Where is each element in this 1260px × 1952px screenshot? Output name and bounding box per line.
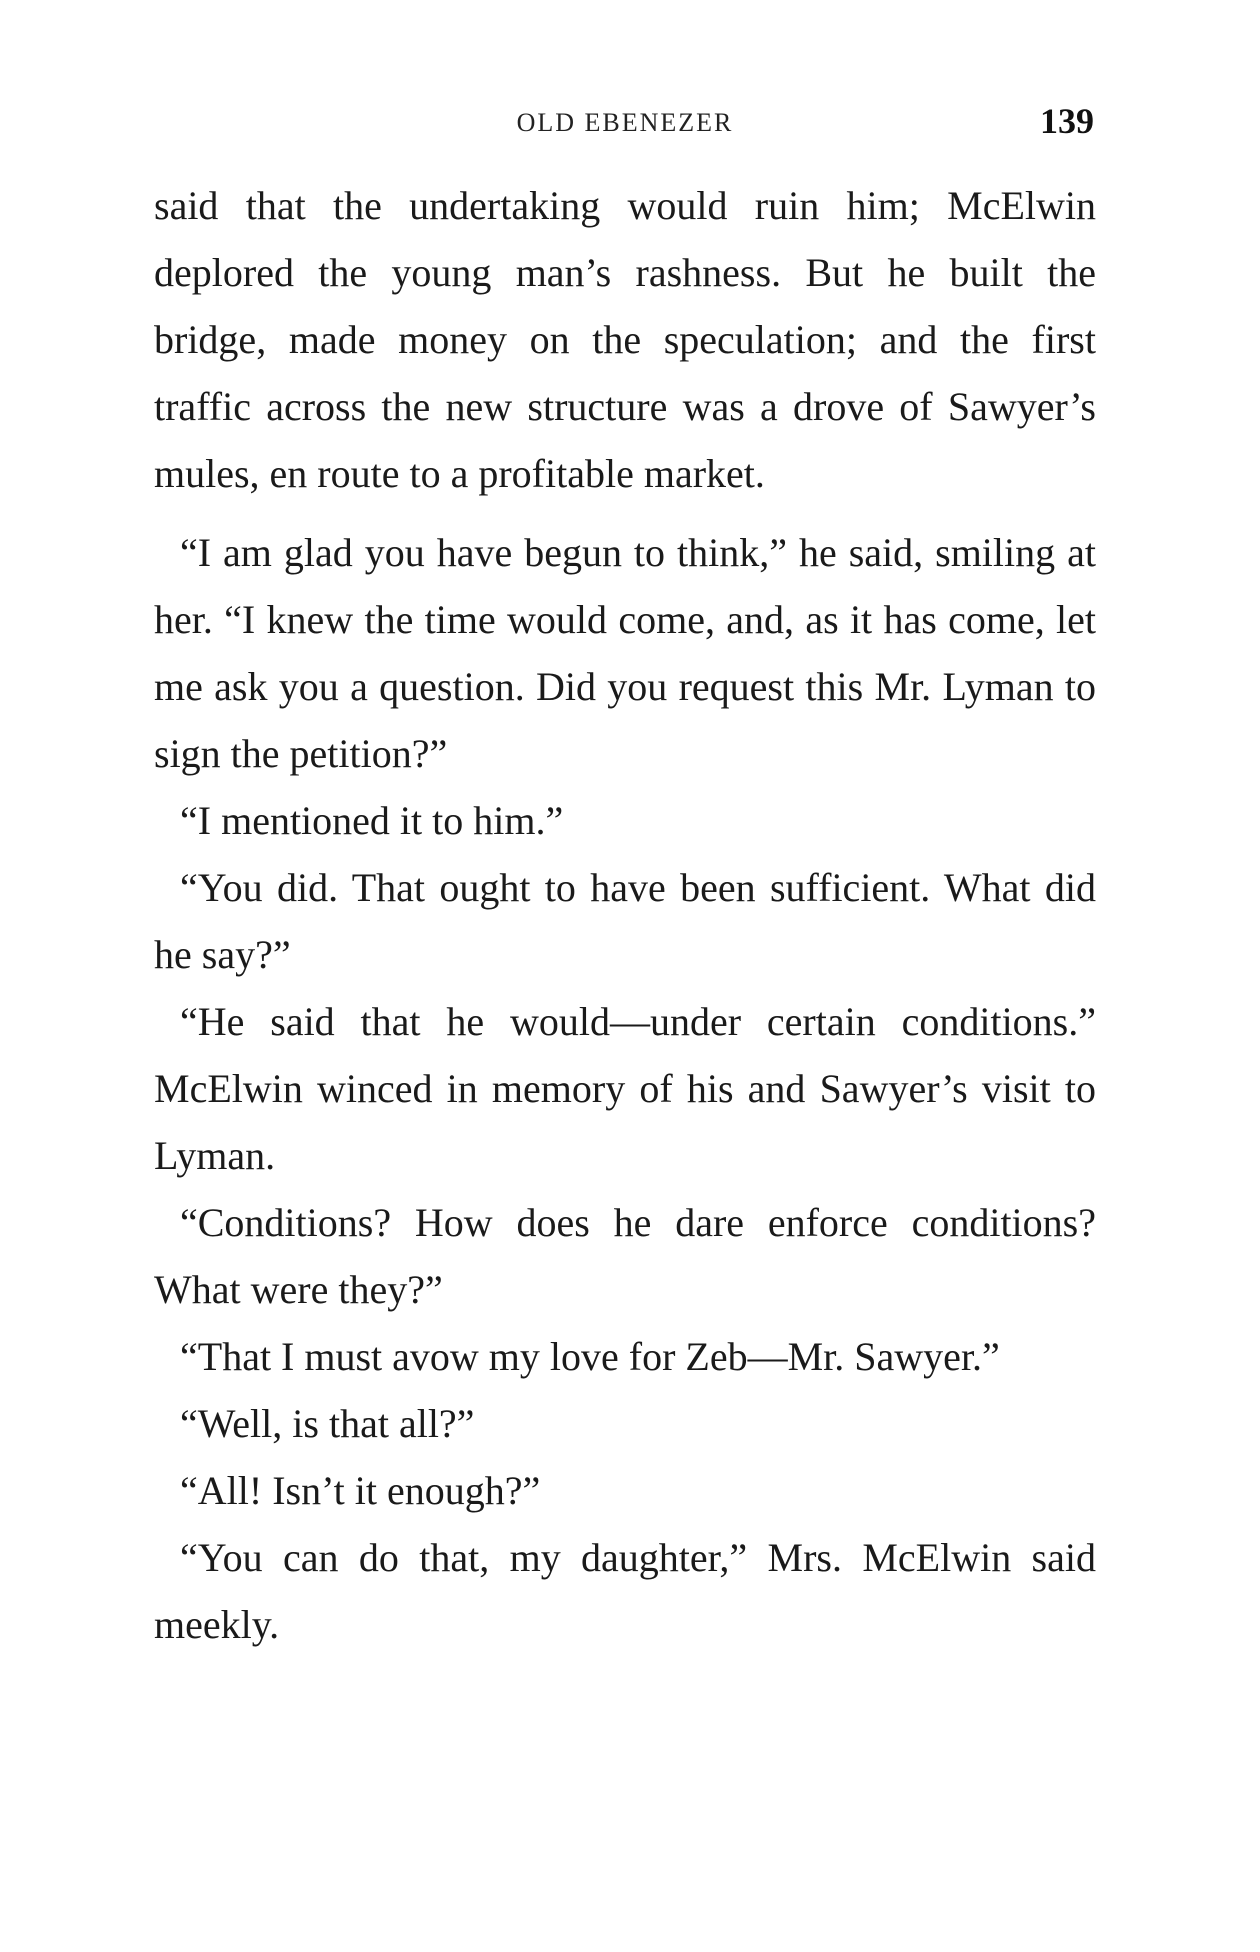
page-number: 139: [1040, 101, 1094, 141]
paragraph-dialogue: “Conditions? How does he dare enforce conditions? What were they?”: [154, 1200, 1096, 1312]
paragraph-dialogue: “All! Isn’t it enough?”: [180, 1468, 541, 1513]
paragraph-continuation: said that the undertaking would ruin him; McElwin deplored the young man’s rashness. But he built the bridge, made money on the speculation; and the first traffic across the new structure was a drove of Sawyer’s mules, en route to a profitable market.: [154, 183, 1096, 496]
paragraph-dialogue: “He said that he would—under certain conditions.” McElwin winced in memory of his and Sawyer’s visit to Lyman.: [154, 999, 1096, 1178]
paragraph-dialogue: “You did. That ought to have been sufficient. What did he say?”: [154, 865, 1096, 977]
paragraph-dialogue: “I mentioned it to him.”: [180, 798, 564, 843]
paragraph-dialogue: “You can do that, my daughter,” Mrs. McElwin said meekly.: [154, 1535, 1096, 1647]
paragraph-dialogue: “That I must avow my love for Zeb—Mr. Sawyer.”: [180, 1334, 1000, 1379]
body-text: [154, 172, 1096, 1658]
paragraph-dialogue: “I am glad you have begun to think,” he said, smiling at her. “I knew the time would come, and, as it has come, let me ask you a question. Did you request this Mr. Lyman to sign the petition?”: [154, 530, 1096, 776]
paragraph-dialogue: “Well, is that all?”: [180, 1401, 475, 1446]
running-header: [154, 100, 1096, 150]
running-title: OLD EBENEZER: [516, 108, 734, 137]
